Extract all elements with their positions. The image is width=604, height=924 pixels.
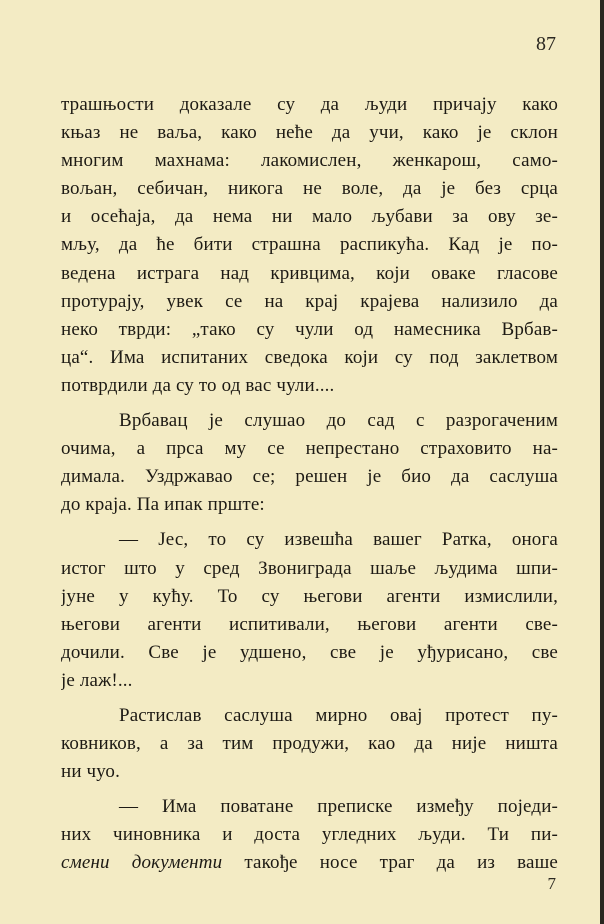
text-line: ведена истрага над кривцима, који оваке гласове [61,262,558,284]
text-line: Врбавац је слушао до сад с разрогаченим [119,410,558,432]
text-line: и осећаја, да нема ни мало љубави за ову зе- [61,206,558,228]
text-line: потврдили да су то од вас чули.... [61,374,335,396]
text-line: вољан, себичан, никога не воле, да је без срца [61,178,558,200]
text-line: неко тврди: „тако су чули од намесника Врбав- [61,318,558,340]
text-line: трашњости доказале су да људи причају како [61,94,558,115]
text-line: димала. Уздржавао се; решен је био да саслуша [61,466,558,488]
text-line: многим махнама: лакомислен, женкарош, само- [61,150,558,172]
text-line [61,849,558,877]
text-line: — Јес, то су извешћа вашег Ратка, онога [119,529,558,551]
text-line: протурају, увек се на крај крајева нализило да [61,290,558,312]
paragraph [61,526,558,695]
paragraph [61,91,558,400]
paragraph-gap [61,519,558,526]
text-line: књаз не ваља, како неће да учи, како је склон [61,122,558,144]
text-line: — Има поватане преписке између поједи- [119,796,558,818]
text-line: ца“. Има испитаних сведока који су под заклетвом [61,346,558,368]
text-line: ни чуо. [61,761,120,783]
text-line: истог што у сред Звониграда шаље људима шпи- [61,557,558,579]
body-text [61,91,558,878]
text-line: дочили. Све је удшено, све је уђурисано, све [61,641,558,663]
page-number: 87 [536,33,556,55]
text-line: них чиновника и доста угледних људи. Ти пи- [61,824,558,846]
italic-phrase: смени документи [61,852,223,874]
paragraph [61,407,558,519]
page-edge [600,0,604,924]
text-line: јуне у кућу. То су његови агенти измислили, [61,585,558,607]
paragraph-gap [61,786,558,793]
text-line: његови агенти испитивали, његови агенти све- [61,613,558,635]
text-line: очима, а прса му се непрестано страховито на- [61,438,558,460]
text-line: ковников, а за тим продужи, као да није ништа [61,733,558,755]
text-line: мљу, да ће бити страшна распикућа. Кад је по- [61,234,558,256]
text-segment: такође носе траг да из ваше [222,852,558,874]
paragraph [61,793,558,877]
text-line: је лаж!... [61,669,133,691]
text-line: Растислав саслуша мирно овај протест пу- [119,704,558,726]
paragraph-gap [61,695,558,702]
printer-signature-mark: 7 [547,874,556,893]
paragraph-gap [61,400,558,407]
text-line: до краја. Па ипак прште: [61,494,265,516]
paragraph [61,702,558,786]
